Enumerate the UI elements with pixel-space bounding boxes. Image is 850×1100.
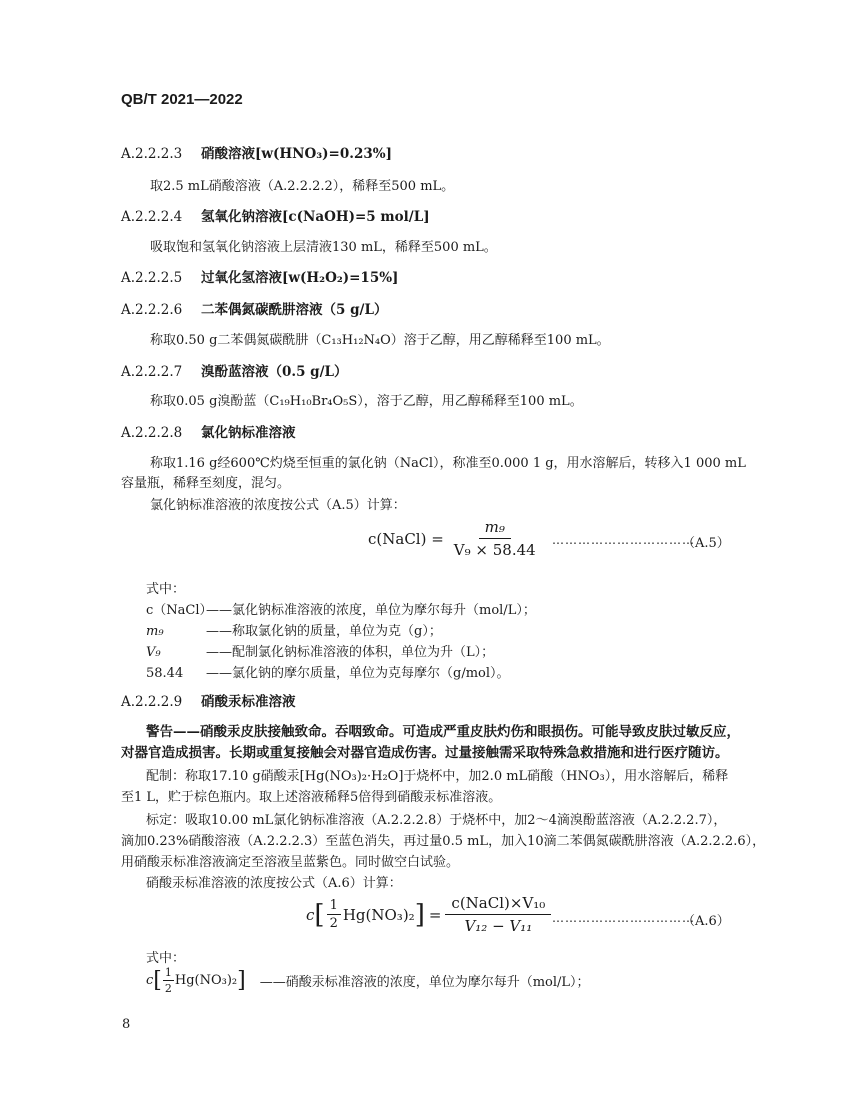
legend-symbol: m₉ [146,624,164,639]
clause-title: 过氧化氢溶液[w(H₂O₂)=15%] [201,270,399,286]
standardization-line2: 滴加0.23%硝酸溶液（A.2.2.2.3）至蓝色消失，再过量0.5 mL，加入10滴二苯偶氮碳酰肼溶液（A.2.2.2.6）， [121,834,766,849]
right-bracket: ] [414,899,425,930]
formula-a6-numerator: c(NaCl)×V₁₀ [445,894,551,915]
half-denominator: 2 [164,982,172,995]
section-heading-a7 [121,360,348,380]
legend-a6-row [146,966,590,995]
formula-a5-tag: （A.5） [682,536,730,551]
section-body-a6: 称取0.50 g二苯偶氮碳酰肼（C₁₃H₁₂N₄O）溶于乙醇，用乙醇稀释至100 mL。 [150,333,610,348]
half-denominator: 2 [329,916,338,931]
clause-number: A.2.2.2.5 [121,270,183,286]
legend-description: ——称取氯化钠的质量，单位为克（g）； [206,624,442,639]
page-number: 8 [122,1017,131,1032]
legend-row [146,662,510,681]
legend-a5-intro: 式中： [146,582,186,597]
legend-symbol: c（NaCl） [146,603,213,618]
clause-number: A.2.2.2.9 [121,694,183,710]
left-bracket: [ [153,967,162,993]
section-heading-a6 [121,298,387,318]
section-heading-a4 [121,205,430,225]
legend-row [146,599,536,618]
section-body-a4: 吸取饱和氢氧化钠溶液上层清液130 mL，稀释至500 mL。 [150,240,497,255]
legend-row [146,620,442,639]
clause-number: A.2.2.2.4 [121,209,183,225]
clause-title: 二苯偶氮碳酰肼溶液（5 g/L） [201,302,388,318]
formula-a6 [306,894,555,935]
formula-a5 [368,518,546,559]
formula-a5-denominator: V₉ × 58.44 [453,541,536,559]
preparation-line1: 配制：称取17.10 g硝酸汞[Hg(NO₃)₂·H₂O]于烧杯中，加2.0 mL硝酸（HNO₃），用水溶解后，稀释 [146,769,729,784]
section-heading-a3 [121,142,392,162]
formula-a5-leader: …………………………… [552,533,695,547]
legend-symbol: V₉ [146,645,161,660]
clause-title: 溴酚蓝溶液（0.5 g/L） [201,364,348,380]
clause-number: A.2.2.2.8 [121,425,183,441]
clause-title: 氯化钠标准溶液 [201,425,296,441]
half-numerator: 1 [164,966,172,979]
standardization-line3: 用硝酸汞标准溶液滴定至溶液呈蓝紫色。同时做空白试验。 [121,855,460,870]
half-fraction [163,966,174,995]
formula-a5-fraction [448,518,542,559]
section-heading-a9 [121,690,296,710]
legend-description: ——硝酸汞标准溶液的浓度，单位为摩尔每升（mol/L）； [259,975,590,990]
preparation-line2: 至1 L，贮于棕色瓶内。取上述溶液稀释5倍得到硝酸汞标准溶液。 [121,790,502,805]
formula-a6-denominator: V₁₂ − V₁₁ [464,917,533,935]
section-body-a3: 取2.5 mL硝酸溶液（A.2.2.2.2），稀释至500 mL。 [150,179,455,194]
legend-a6-intro: 式中： [146,951,186,966]
document-code: QB/T 2021—2022 [121,91,243,108]
left-bracket: [ [314,899,325,930]
warning-line1: 警告——硝酸汞皮肤接触致命。吞咽致命。可造成严重皮肤灼伤和眼损伤。可能导致皮肤过敏反应， [146,724,740,740]
legend-description: ——配制氯化钠标准溶液的体积，单位为升（L）； [206,645,495,660]
legend-row [146,641,494,660]
clause-number: A.2.2.2.6 [121,302,183,318]
legend-a6-species: Hg(NO₃)₂ [174,973,238,988]
warning-line2: 对器官造成损害。长期或重复接触会对器官造成伤害。过量接触需采取特殊急救措施和进行医疗随访。 [121,745,729,761]
legend-symbol: 58.44 [146,666,184,681]
formula-a5-numerator: m₉ [479,518,511,539]
half-fraction [327,898,341,931]
right-bracket: ] [237,967,246,993]
formula-a5-intro: 氯化钠标准溶液的浓度按公式（A.5）计算： [150,498,406,513]
section-heading-a5 [121,266,398,286]
clause-title: 硝酸汞标准溶液 [201,694,296,710]
formula-a6-c: c [306,905,315,924]
formula-a6-leader: …………………………… [552,911,695,925]
formula-a5-lhs: c(NaCl) = [368,529,444,548]
legend-a6-c: c [146,973,154,988]
clause-title: 硝酸溶液[w(HNO₃)=0.23%] [201,146,392,162]
standardization-line1: 标定：吸取10.00 mL氯化钠标准溶液（A.2.2.2.8）于烧杯中，加2～4滴溴酚蓝溶液（A.2.2.2.7）， [146,813,727,828]
half-numerator: 1 [327,898,341,915]
legend-description: ——氯化钠的摩尔质量，单位为克每摩尔（g/mol）。 [206,666,510,681]
clause-number: A.2.2.2.3 [121,146,183,162]
section-body-a7: 称取0.05 g溴酚蓝（C₁₉H₁₀Br₄O₅S），溶于乙醇，用乙醇稀释至100 mL。 [150,394,583,409]
equals-sign: = [428,905,442,924]
section-body-a8-line1: 称取1.16 g经600℃灼烧至恒重的氯化钠（NaCl），称准至0.000 1 g，用水溶解后，转移入1 000 mL [150,456,746,471]
formula-a6-species: Hg(NO₃)₂ [342,905,415,924]
clause-number: A.2.2.2.7 [121,364,183,380]
clause-title: 氢氧化钠溶液[c(NaOH)=5 mol/L] [201,209,430,225]
formula-a6-intro: 硝酸汞标准溶液的浓度按公式（A.6）计算： [146,876,402,891]
section-heading-a8 [121,421,296,441]
formula-a6-tag: （A.6） [682,914,730,929]
formula-a6-fraction [445,894,551,935]
legend-description: ——氯化钠标准溶液的浓度，单位为摩尔每升（mol/L）； [206,603,536,618]
section-body-a8-line2: 容量瓶，稀释至刻度，混匀。 [121,476,291,491]
